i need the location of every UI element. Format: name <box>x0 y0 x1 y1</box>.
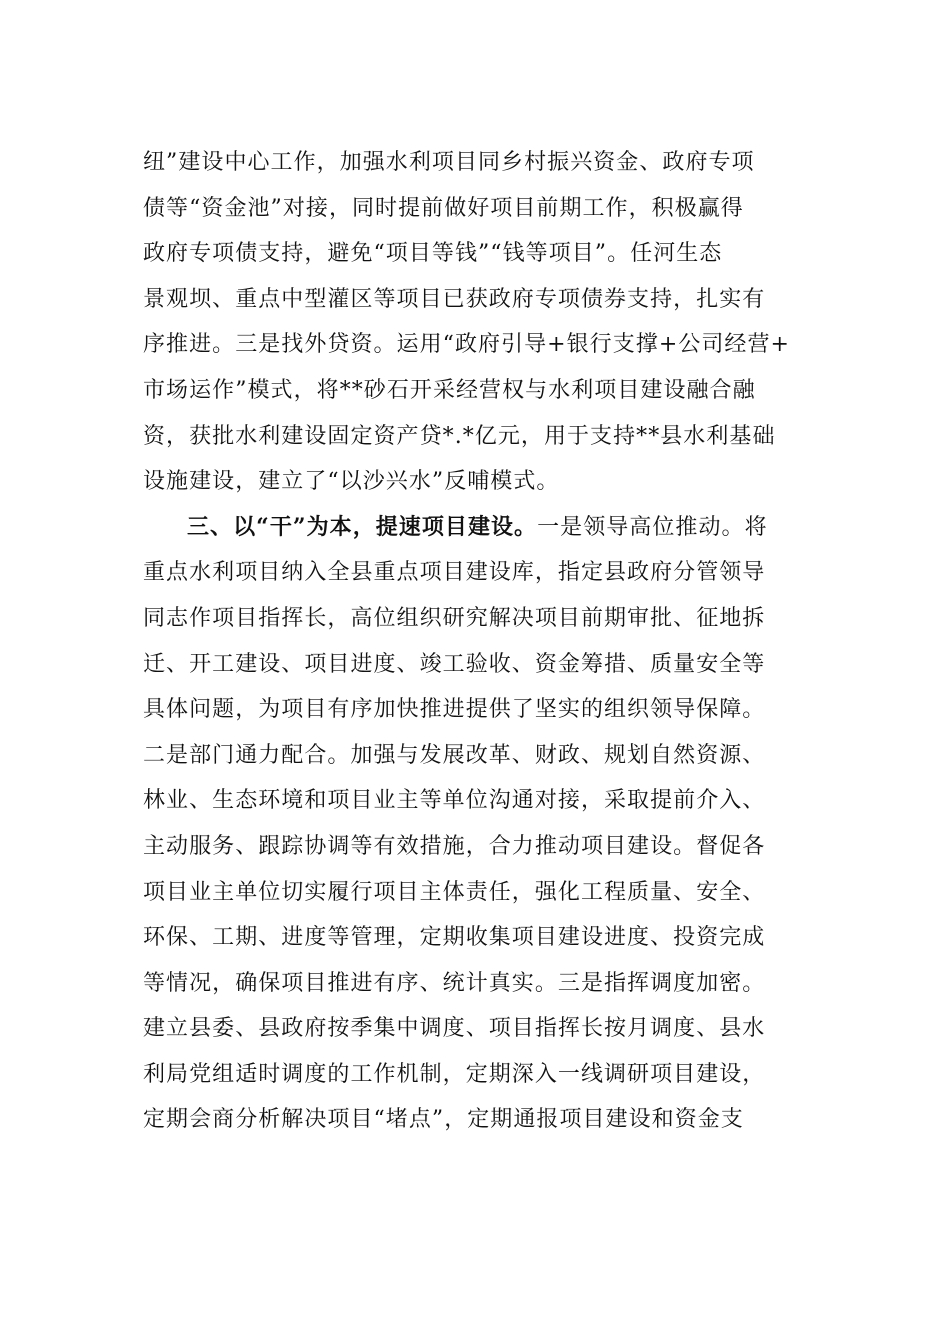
section-heading-continuation: 一是领导高位推动。将 <box>537 514 768 540</box>
section-heading: 三、以“干”为本，提速项目建设。 <box>187 513 538 540</box>
text-line: 二是部门通力配合。加强与发展改革、财政、规划自然资源、 <box>143 742 766 768</box>
text-line: 政府专项债支持，避免“项目等钱”“钱等项目”。任河生态 <box>143 241 723 267</box>
text-line: 同志作项目指挥长，高位组织研究解决项目前期审批、征地拆 <box>143 605 766 631</box>
section-heading-line <box>143 505 833 551</box>
text-line: 景观坝、重点中型灌区等项目已获政府专项债券支持，扎实有 <box>143 286 766 312</box>
text-line: 建立县委、县政府按季集中调度、项目指挥长按月调度、县水 <box>143 1016 766 1042</box>
text-line: 设施建设，建立了“以沙兴水”反哺模式。 <box>143 469 560 495</box>
text-line: 重点水利项目纳入全县重点项目建设库，指定县政府分管领导 <box>143 560 766 586</box>
text-line: 纽”建设中心工作，加强水利项目同乡村振兴资金、政府专项 <box>143 150 755 175</box>
body-text <box>143 140 833 1143</box>
text-line: 项目业主单位切实履行项目主体责任，强化工程质量、安全、 <box>143 879 766 905</box>
text-line: 迁、开工建设、项目进度、竣工验收、资金筹措、质量安全等 <box>143 651 766 677</box>
text-line: 等情况，确保项目推进有序、统计真实。三是指挥调度加密。 <box>143 970 766 996</box>
text-line: 林业、生态环境和项目业主等单位沟通对接，采取提前介入、 <box>143 788 766 814</box>
text-line: 利局党组适时调度的工作机制，定期深入一线调研项目建设， <box>143 1061 766 1087</box>
text-line: 主动服务、跟踪协调等有效措施，合力推动项目建设。督促各 <box>143 833 766 859</box>
text-line: 序推进。三是找外贷资。运用“政府引导+银行支撑+公司经营+ <box>143 332 790 358</box>
text-line: 资，获批水利建设固定资产贷*.*亿元，用于支持**县水利基础 <box>143 423 776 449</box>
text-line: 具体问题，为项目有序加快推进提供了坚实的组织领导保障。 <box>143 697 766 723</box>
text-line: 市场运作”模式，将**砂石开采经营权与水利项目建设融合融 <box>143 377 756 403</box>
text-line: 债等“资金池”对接，同时提前做好项目前期工作，积极赢得 <box>143 195 744 221</box>
text-line: 定期会商分析解决项目“堵点”，定期通报项目建设和资金支 <box>143 1107 744 1133</box>
text-line: 环保、工期、进度等管理，定期收集项目建设进度、投资完成 <box>143 925 766 951</box>
